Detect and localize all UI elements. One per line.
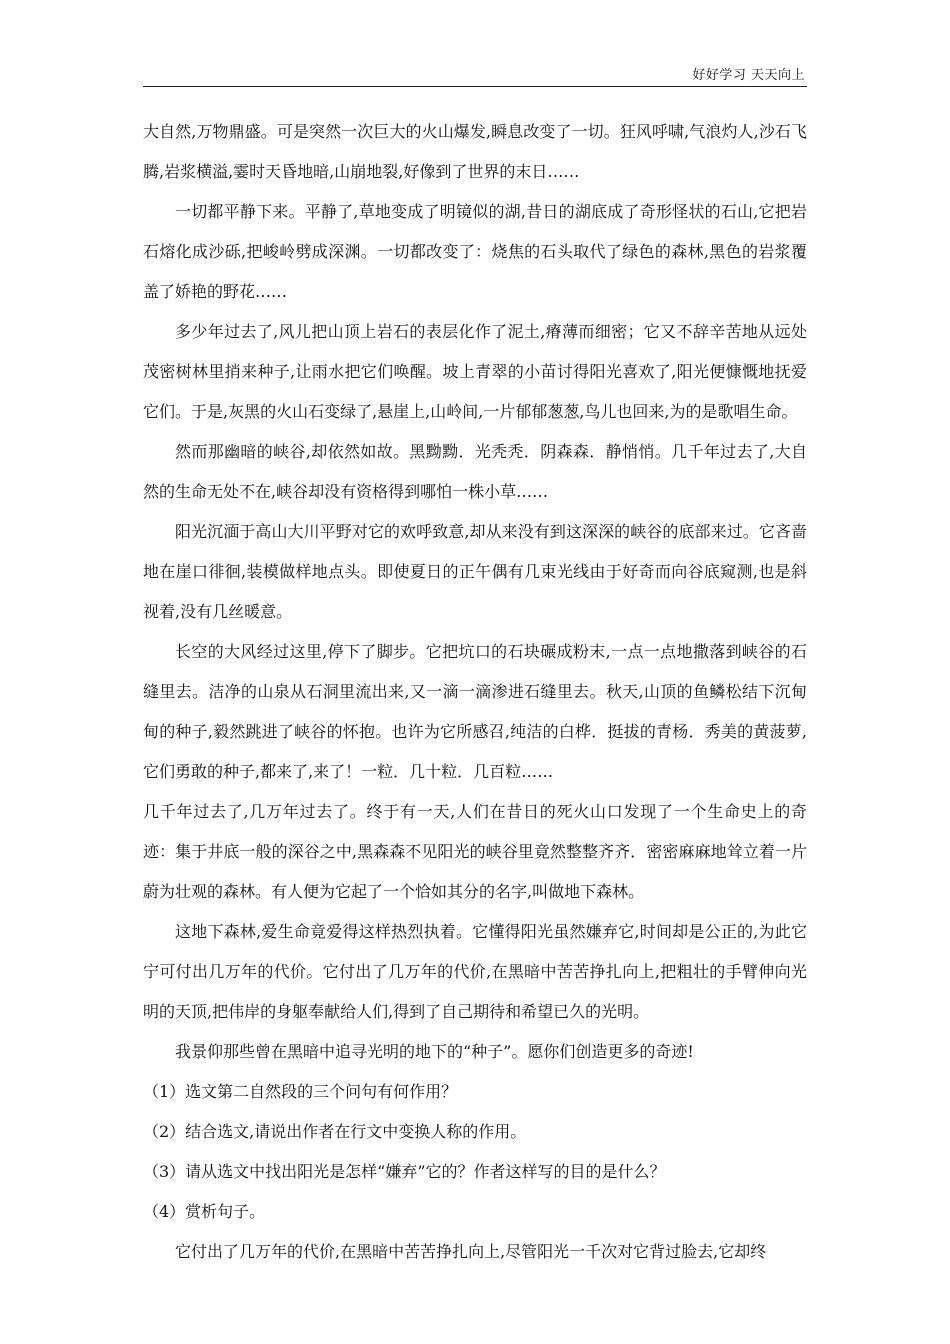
paragraph-9: 我景仰那些曾在黑暗中追寻光明的地下的“种子”。愿你们创造更多的奇迹! <box>175 1042 694 1061</box>
question-2: （2）结合选文,请说出作者在行文中变换人称的作用。 <box>143 1122 527 1141</box>
paragraph-7: 几千年过去了,几万年过去了。终于有一天,人们在昔日的死火山口发现了一个生命史上的奇迹：集于井底一般的深谷之中,黑森森不见阳光的峡谷里竟然整整齐齐．密密麻麻地耸立着一片蔚为壮观的森林。有人便为它起了一个恰如其分的名字,叫做地下森林。 <box>143 802 807 901</box>
question-3: （3）请从选文中找出阳光是怎样“嫌弃”它的？作者这样写的目的是什么？ <box>143 1162 666 1181</box>
header-slogan: 好好学习 天天向上 <box>692 68 805 83</box>
page-header <box>143 62 807 87</box>
question-1: （1）选文第二自然段的三个问句有何作用？ <box>143 1082 458 1101</box>
paragraph-6: 长空的大风经过这里,停下了脚步。它把坑口的石块碾成粉末,一点一点地撒落到峡谷的石缝里去。洁净的山泉从石洞里流出来,又一滴一滴渗进石缝里去。秋天,山顶的鱼鳞松结下沉甸甸的种子,毅然跳进了峡谷的怀抱。也许为它所感召,纯洁的白桦．挺拔的青杨．秀美的黄菠萝,它们勇敢的种子,都来了,来了！一粒．几十粒．几百粒…… <box>143 642 807 781</box>
paragraph-8: 这地下森林,爱生命竟爱得这样热烈执着。它懂得阳光虽然嫌弃它,时间却是公正的,为此它宁可付出几万年的代价。它付出了几万年的代价,在黑暗中苦苦挣扎向上,把粗壮的手臂伸向光明的天顶,把伟岸的身躯奉献给人们,得到了自己期待和希望已久的光明。 <box>143 922 807 1021</box>
article-body <box>143 112 807 1272</box>
paragraph-5: 阳光沉湎于高山大川平野对它的欢呼致意,却从来没有到这深深的峡谷的底部来过。它吝啬地在崖口徘徊,装模做样地点头。即使夏日的正午偶有几束光线由于好奇而向谷底窥测,也是斜视着,没有几丝暖意。 <box>143 522 807 621</box>
quoted-sentence: 它付出了几万年的代价,在黑暗中苦苦挣扎向上,尽管阳光一千次对它背过脸去,它却终 <box>175 1242 767 1261</box>
paragraph-2: 一切都平静下来。平静了,草地变成了明镜似的湖,昔日的湖底成了奇形怪状的石山,它把岩石熔化成沙砾,把峻岭劈成深渊。一切都改变了：烧焦的石头取代了绿色的森林,黑色的岩浆覆盖了娇艳的野花…… <box>143 202 807 301</box>
paragraph-3: 多少年过去了,风儿把山顶上岩石的表层化作了泥土,瘠薄而细密；它又不辞辛苦地从远处茂密树林里捎来种子,让雨水把它们唤醒。坡上青翠的小苗讨得阳光喜欢了,阳光便慷慨地抚爱它们。于是,灰黑的火山石变绿了,悬崖上,山岭间,一片郁郁葱葱,鸟儿也回来,为的是歌唱生命。 <box>143 322 807 421</box>
paragraph-1: 大自然,万物鼎盛。可是突然一次巨大的火山爆发,瞬息改变了一切。狂风呼啸,气浪灼人,沙石飞腾,岩浆横溢,霎时天昏地暗,山崩地裂,好像到了世界的末日…… <box>143 122 807 181</box>
question-4: （4）赏析句子。 <box>143 1202 266 1221</box>
paragraph-4: 然而那幽暗的峡谷,却依然如故。黑黝黝．光秃秃．阴森森．静悄悄。几千年过去了,大自然的生命无处不在,峡谷却没有资格得到哪怕一株小草…… <box>143 442 807 501</box>
